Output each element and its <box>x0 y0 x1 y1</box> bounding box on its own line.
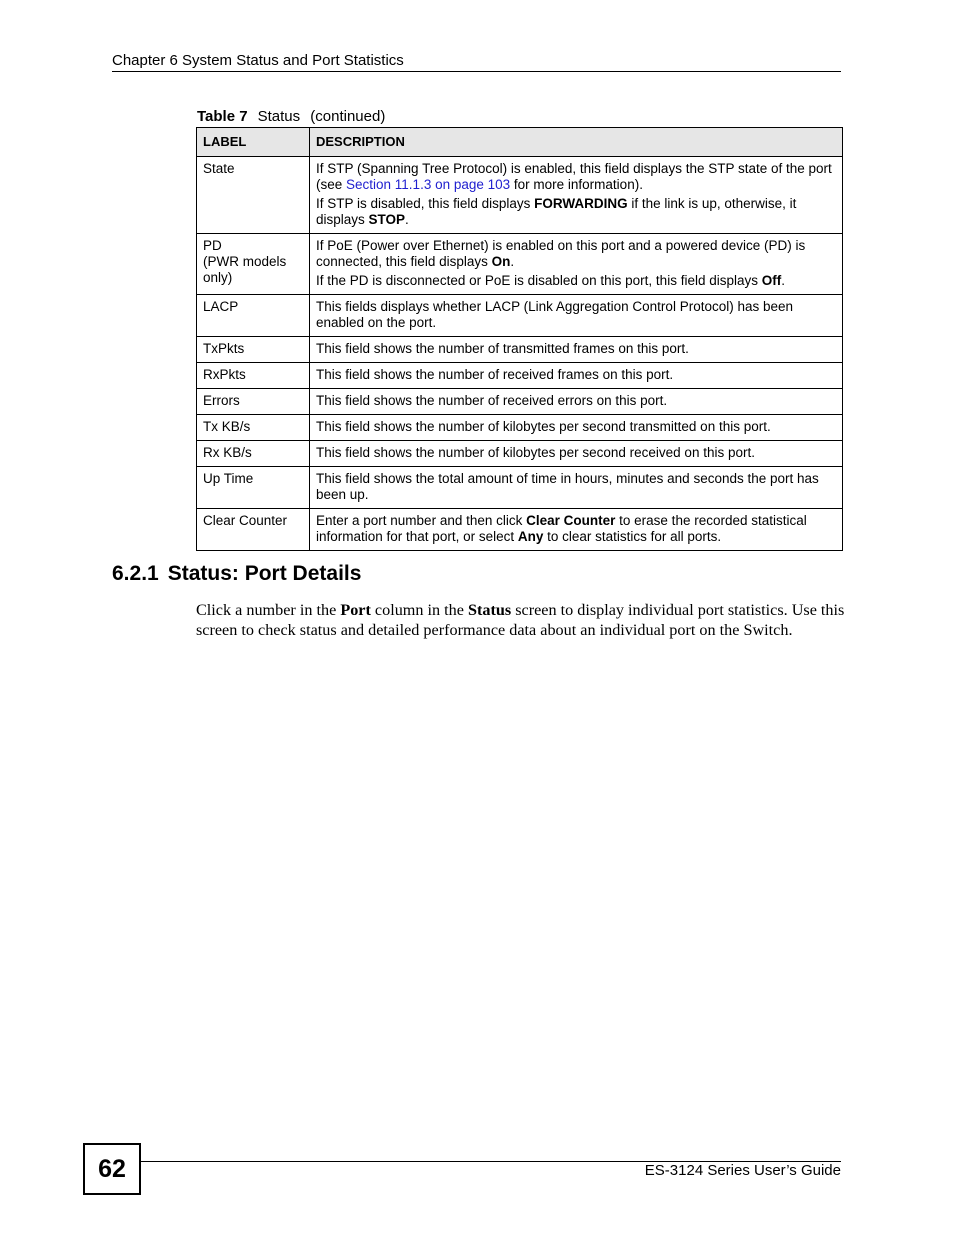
column-header-label: LABEL <box>197 128 310 157</box>
row-label: PD (PWR models only) <box>197 234 310 295</box>
row-description: This fields displays whether LACP (Link Aggregation Control Protocol) has been enabled on the port. <box>310 295 843 337</box>
table-row <box>197 467 843 509</box>
row-description: If PoE (Power over Ethernet) is enabled on this port and a powered device (PD) is connected, this field displays On. If the PD is disconnected or PoE is disabled on this port, this field displays Off. <box>310 234 843 295</box>
row-label: Tx KB/s <box>197 415 310 441</box>
row-description: Enter a port number and then click Clear Counter to erase the recorded statistical information for that port, or select Any to clear statistics for all ports. <box>310 509 843 551</box>
section-link[interactable]: Section 11.1.3 on page 103 <box>346 177 511 192</box>
table-row <box>197 337 843 363</box>
table-row <box>197 363 843 389</box>
section-number: 6.2.1 <box>112 562 159 585</box>
table-caption-title: Status <box>257 108 301 125</box>
header-divider <box>112 71 841 72</box>
row-label: Rx KB/s <box>197 441 310 467</box>
table-row <box>197 295 843 337</box>
row-label: RxPkts <box>197 363 310 389</box>
table-row <box>197 157 843 234</box>
table-row <box>197 415 843 441</box>
table-row <box>197 509 843 551</box>
page-number: 62 <box>83 1143 141 1195</box>
table-row <box>197 441 843 467</box>
row-label: TxPkts <box>197 337 310 363</box>
row-description: This field shows the number of transmitted frames on this port. <box>310 337 843 363</box>
table-header-row <box>197 128 843 157</box>
row-label: LACP <box>197 295 310 337</box>
row-description: This field shows the number of kilobytes per second received on this port. <box>310 441 843 467</box>
column-header-description: DESCRIPTION <box>310 128 843 157</box>
table-caption-label: Table 7 <box>197 108 248 125</box>
table-row <box>197 234 843 295</box>
row-description: If STP (Spanning Tree Protocol) is enabled, this field displays the STP state of the port (see Section 11.1.3 on page 103 for more information). If STP is disabled, this field displays FORWARDING if the link is up, otherwise, it displays STOP. <box>310 157 843 234</box>
row-description: This field shows the total amount of time in hours, minutes and seconds the port has been up. <box>310 467 843 509</box>
row-label: State <box>197 157 310 234</box>
table-caption <box>197 108 385 126</box>
section-title: Status: Port Details <box>167 562 362 585</box>
row-description: This field shows the number of kilobytes per second transmitted on this port. <box>310 415 843 441</box>
status-table <box>196 127 843 551</box>
guide-title: ES-3124 Series User’s Guide <box>644 1162 841 1179</box>
row-label: Clear Counter <box>197 509 310 551</box>
section-paragraph: Click a number in the Port column in the Status screen to display individual port statistics. Use this screen to check status and detailed performance data about an individual port on the Switch. <box>196 601 845 639</box>
table-row <box>197 389 843 415</box>
chapter-header: Chapter 6 System Status and Port Statistics <box>112 52 404 69</box>
table-caption-suffix: (continued) <box>310 108 386 125</box>
row-description: This field shows the number of received errors on this port. <box>310 389 843 415</box>
row-label: Up Time <box>197 467 310 509</box>
row-description: This field shows the number of received frames on this port. <box>310 363 843 389</box>
row-label: Errors <box>197 389 310 415</box>
section-heading <box>112 561 361 587</box>
